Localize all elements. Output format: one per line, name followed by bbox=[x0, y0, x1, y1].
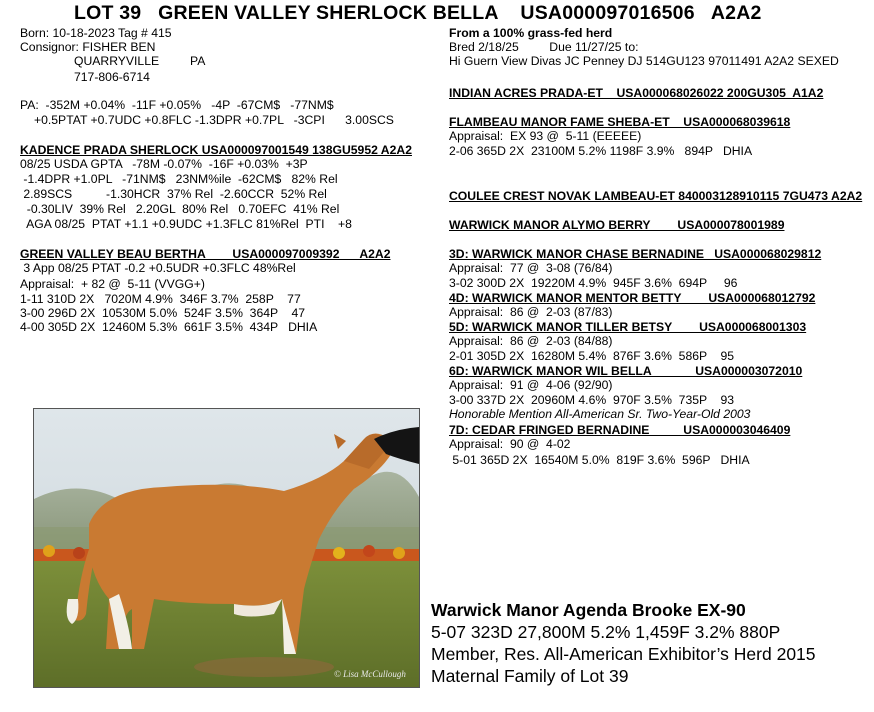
consignor-phone: 717-806-6714 bbox=[74, 70, 150, 84]
bred-line: Bred 2/18/25 Due 11/27/25 to: bbox=[449, 40, 639, 54]
pa-line-2: +0.5PTAT +0.7UDC +0.8FLC -1.3DPR +0.7PL -3CPI 3.00SCS bbox=[34, 113, 394, 127]
caption-name: Warwick Manor Agenda Brooke EX-90 bbox=[431, 600, 746, 620]
dam-3d-record: Appraisal: 77 @ 3-08 (76/84) bbox=[449, 261, 613, 275]
dam-5d-record: 2-01 305D 2X 16280M 5.4% 876F 3.6% 586P 95 bbox=[449, 349, 735, 363]
dam-6d-record: Appraisal: 91 @ 4-06 (92/90) bbox=[449, 378, 613, 392]
maternal-grandsire: INDIAN ACRES PRADA-ET USA000068026022 200GU305 A1A2 bbox=[449, 86, 824, 100]
dam-7d-record: 5-01 365D 2X 16540M 5.0% 819F 3.6% 596P DHIA bbox=[449, 453, 750, 467]
dam-6d-name: 6D: WARWICK MANOR WIL BELLA USA000003072010 bbox=[449, 364, 803, 378]
caption-family: Maternal Family of Lot 39 bbox=[431, 666, 629, 686]
lot-title: LOT 39 GREEN VALLEY SHERLOCK BELLA USA000097016506 A2A2 bbox=[74, 2, 762, 24]
sire-proof-line: 2.89SCS -1.30HCR 37% Rel -2.60CCR 52% Rel bbox=[20, 187, 327, 201]
caption-member: Member, Res. All-American Exhibitor’s Herd 2015 bbox=[431, 644, 816, 664]
consignor-state: PA bbox=[190, 54, 206, 68]
consignor-line: Consignor: FISHER BEN bbox=[20, 40, 156, 54]
dam-record-line: 4-00 305D 2X 12460M 5.3% 661F 3.5% 434P DHIA bbox=[20, 320, 318, 334]
dam-record-line: 1-11 310D 2X 7020M 4.9% 346F 3.7% 258P 77 bbox=[20, 292, 301, 306]
granddam-record: Appraisal: EX 93 @ 5-11 (EEEEE) bbox=[449, 129, 642, 143]
dam-record-line: 3-00 296D 2X 10530M 5.0% 524F 3.5% 364P 47 bbox=[20, 306, 306, 320]
granddam-name: FLAMBEAU MANOR FAME SHEBA-ET USA000068039618 bbox=[449, 115, 791, 129]
caption-record: 5-07 323D 27,800M 5.2% 1,459F 3.2% 880P bbox=[431, 622, 781, 642]
photo-watermark: © Lisa McCullough bbox=[334, 669, 406, 679]
dam-4d-record: Appraisal: 86 @ 2-03 (87/83) bbox=[449, 305, 613, 319]
dam-name: GREEN VALLEY BEAU BERTHA USA000097009392 A2A2 bbox=[20, 247, 391, 261]
dam-6d-honor: Honorable Mention All-American Sr. Two-Year-Old 2003 bbox=[449, 407, 751, 421]
sire-proof-line: 08/25 USDA GPTA -78M -0.07% -16F +0.03% +3P bbox=[20, 157, 308, 171]
dam-5d-name: 5D: WARWICK MANOR TILLER BETSY USA000068001303 bbox=[449, 320, 807, 334]
dam-record-line: Appraisal: + 82 @ 5-11 (VVGG+) bbox=[20, 277, 205, 291]
dam-7d-name: 7D: CEDAR FRINGED BERNADINE USA000003046409 bbox=[449, 423, 791, 437]
dam-5d-record: Appraisal: 86 @ 2-03 (84/88) bbox=[449, 334, 613, 348]
grassfed-note: From a 100% grass-fed herd bbox=[449, 26, 613, 40]
cow-photo bbox=[33, 408, 420, 688]
pa-line-1: PA: -352M +0.04% -11F +0.05% -4P -67CM$ -77NM$ bbox=[20, 98, 334, 112]
g3-sire: WARWICK MANOR ALYMO BERRY USA000078001989 bbox=[449, 218, 785, 232]
cow-photo-illustration bbox=[34, 409, 419, 687]
sire-name: KADENCE PRADA SHERLOCK USA000097001549 138GU5952 A2A2 bbox=[20, 143, 412, 157]
dam-7d-record: Appraisal: 90 @ 4-02 bbox=[449, 437, 571, 451]
dam-6d-record: 3-00 337D 2X 20960M 4.6% 970F 3.5% 735P 93 bbox=[449, 393, 735, 407]
sire-proof-line: AGA 08/25 PTAT +1.1 +0.9UDC +1.3FLC 81%Rel PTI +8 bbox=[20, 217, 352, 231]
dam-record-line: 3 App 08/25 PTAT -0.2 +0.5UDR +0.3FLC 48%Rel bbox=[20, 261, 296, 275]
dam-4d-name: 4D: WARWICK MANOR MENTOR BETTY USA000068012792 bbox=[449, 291, 816, 305]
dam-3d-name: 3D: WARWICK MANOR CHASE BERNADINE USA000068029812 bbox=[449, 247, 822, 261]
born-line: Born: 10-18-2023 Tag # 415 bbox=[20, 26, 172, 40]
sire-proof-line: -0.30LIV 39% Rel 2.20GL 80% Rel 0.70EFC 41% Rel bbox=[20, 202, 340, 216]
bred-to-line: Hi Guern View Divas JC Penney DJ 514GU123 97011491 A2A2 SEXED bbox=[449, 54, 839, 68]
dam-3d-record: 3-02 300D 2X 19220M 4.9% 945F 3.6% 694P 96 bbox=[449, 276, 738, 290]
g2-sire: COULEE CREST NOVAK LAMBEAU-ET 840003128910115 7GU473 A2A2 bbox=[449, 189, 863, 203]
sire-proof-line: -1.4DPR +1.0PL -71NM$ 23NM%ile -62CM$ 82% Rel bbox=[20, 172, 338, 186]
granddam-record: 2-06 365D 2X 23100M 5.2% 1198F 3.9% 894P DHIA bbox=[449, 144, 753, 158]
consignor-city: QUARRYVILLE bbox=[74, 54, 160, 68]
